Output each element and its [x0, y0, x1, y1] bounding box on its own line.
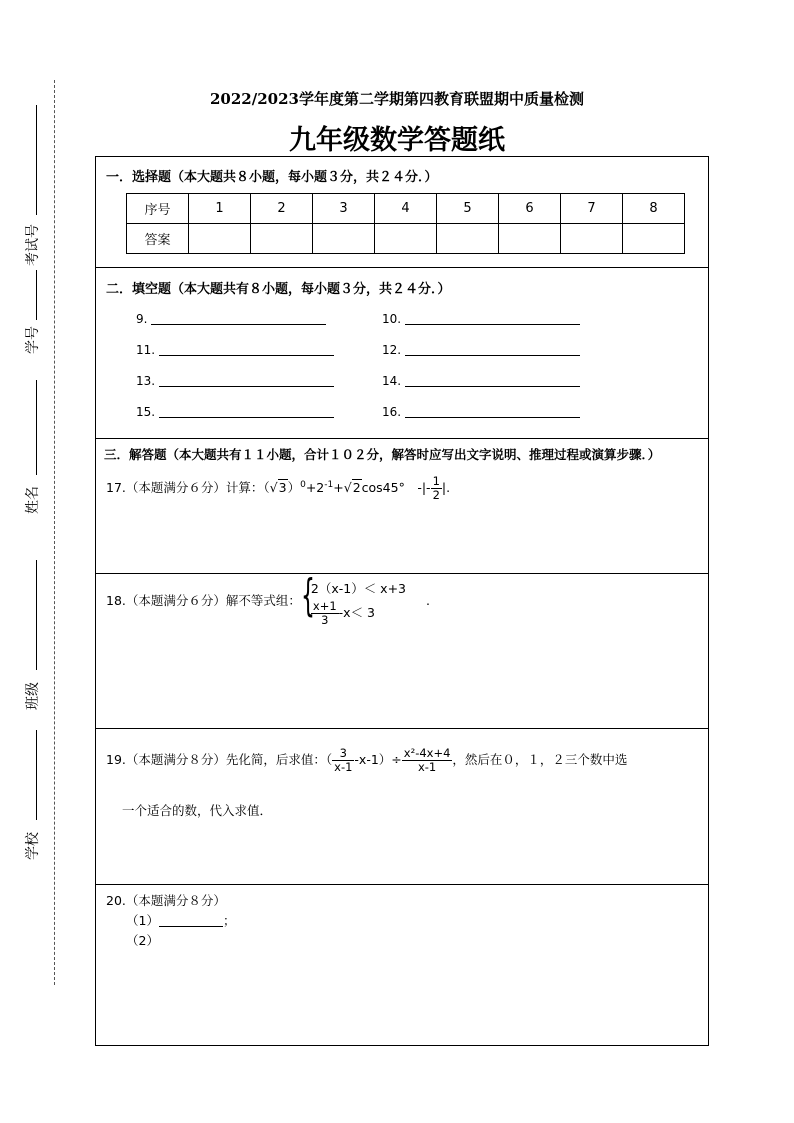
answer-cell[interactable] [437, 224, 499, 254]
section2-heading: 二．填空题（本大题共有８小题，每小题３分，共２４分．） [106, 282, 451, 297]
answer-cell[interactable] [561, 224, 623, 254]
section-multiple-choice [96, 157, 708, 268]
page-title: 九年级数学答题纸 [289, 125, 505, 156]
question-number: 4 [375, 194, 437, 224]
blank-number: 16. [382, 405, 402, 419]
blank-12[interactable] [382, 343, 580, 357]
blank-number: 10. [382, 312, 402, 326]
answer-cell[interactable] [251, 224, 313, 254]
section3-heading: 三．解答题（本大题共有１１小题，合计１０２分，解答时应写出文字说明、推理过程或演算步骤．） [104, 447, 661, 462]
fraction-quadratic: $\frac{\text{x²-4x+4}}{x-1}$ [403, 746, 451, 774]
blank-9[interactable] [136, 312, 326, 326]
blank-10[interactable] [382, 312, 580, 326]
answer-line[interactable] [405, 386, 580, 387]
table-row [127, 194, 685, 224]
question-20-part1: （1） ； [126, 913, 236, 928]
section-fill-in [96, 268, 708, 439]
class-rule [36, 560, 37, 670]
question-number: 1 [189, 194, 251, 224]
class-label: 班级 [25, 682, 41, 710]
blank-number: 11. [136, 343, 156, 357]
section-q20 [96, 885, 708, 1044]
section-q19 [96, 729, 708, 885]
seat-no-label: 学号 [25, 326, 41, 354]
fraction-half: $\frac{1}{2}$ [432, 474, 440, 502]
name-rule [36, 380, 37, 475]
exam-no-label: 考试号 [25, 224, 41, 266]
blank-11[interactable] [136, 343, 334, 357]
exam-subtitle: 2022/2023学年度第二学期第四教育联盟期中质量检测 [210, 90, 584, 108]
blank-number: 12. [382, 343, 402, 357]
answer-cell[interactable] [189, 224, 251, 254]
question-19-line2: 一个适合的数，代入求值． [122, 803, 273, 818]
fraction-3-over-x-1: $\frac{3}{x-1}$ [334, 746, 353, 774]
section1-heading: 一．选择题（本大题共８小题，每小题３分，共２４分．） [106, 170, 438, 185]
answer-cell[interactable] [499, 224, 561, 254]
answer-line[interactable] [159, 355, 334, 356]
question-number: 2 [251, 194, 313, 224]
answer-cell[interactable] [623, 224, 685, 254]
blank-number: 15. [136, 405, 156, 419]
fraction-x-plus-1-over-3: $\frac{x+1}{3}$ [312, 599, 337, 627]
blank-15[interactable] [136, 405, 334, 419]
blank-13[interactable] [136, 374, 334, 388]
answer-sheet-frame [95, 156, 709, 1046]
inequality-system: { 2（x-1）＜ x+3 $\frac{x+1}{3}$ -x＜ 3 [300, 570, 407, 627]
binding-dashed-line [54, 80, 55, 985]
answer-cell[interactable] [313, 224, 375, 254]
blank-14[interactable] [382, 374, 580, 388]
answer-line[interactable] [151, 324, 326, 325]
answer-line[interactable] [159, 417, 334, 418]
answer-line[interactable] [159, 926, 223, 927]
choice-answer-table [126, 193, 685, 254]
blank-number: 9. [136, 312, 148, 326]
blank-number: 14. [382, 374, 402, 388]
question-18: 18.（本题满分６分）解不等式组： { 2（x-1）＜ x+3 $\frac{x+1}{3}$ -x＜ 3 . [106, 570, 430, 627]
answer-line[interactable] [405, 417, 580, 418]
question-number: 7 [561, 194, 623, 224]
name-label: 姓名 [25, 486, 41, 514]
question-number: 3 [313, 194, 375, 224]
section-q18 [96, 570, 708, 729]
blank-16[interactable] [382, 405, 580, 419]
question-20-heading: 20.（本题满分８分） [106, 893, 226, 908]
school-rule [36, 730, 37, 820]
answer-cell[interactable] [375, 224, 437, 254]
section-q17 [96, 439, 708, 574]
question-20-part2: （2） [126, 933, 159, 948]
answer-label: 答案 [127, 224, 189, 254]
answer-line[interactable] [405, 324, 580, 325]
question-number: 5 [437, 194, 499, 224]
table-row [127, 224, 685, 254]
question-number: 6 [499, 194, 561, 224]
blank-number: 13. [136, 374, 156, 388]
question-number: 8 [623, 194, 685, 224]
answer-line[interactable] [405, 355, 580, 356]
row-label: 序号 [127, 194, 189, 224]
answer-line[interactable] [159, 386, 334, 387]
question-19: 19.（本题满分８分）先化简，后求值：（ $\frac{3}{x-1}$ -x-1）÷ $\frac{\text{x²-4x+4}}{x-1}$ ，然后在０，１，２三个数中选 [106, 746, 628, 774]
seat-no-rule [36, 270, 37, 320]
question-17: 17.（本题满分６分）计算：$(√3)^0+2^{-1}+√2\cos 45^\circ$ -|- $\frac{1}{2}$ |. [106, 474, 451, 502]
school-label: 学校 [25, 832, 41, 860]
